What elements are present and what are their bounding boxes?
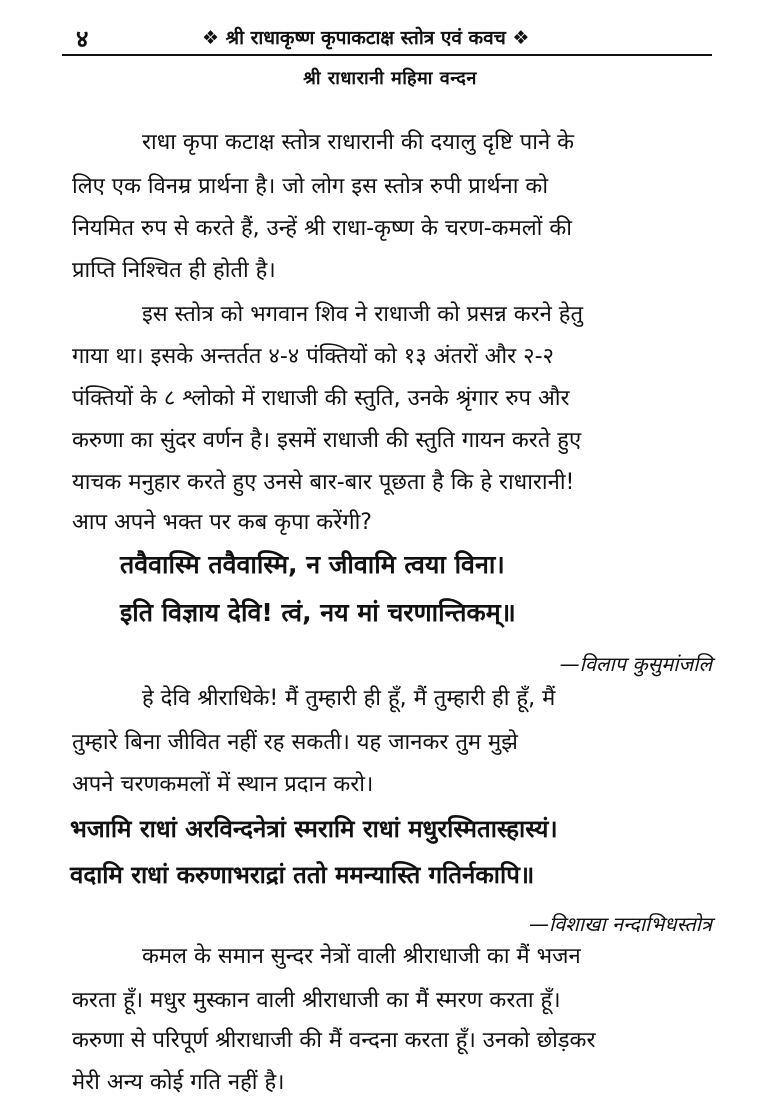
page-header — [62, 20, 712, 54]
paragraph-2-line-1: इस स्तोत्र को भगवान शिव ने राधाजी को प्रसन्न करने हेतु — [142, 302, 584, 327]
paragraph-1-line-1: राधा कृपा कटाक्ष स्तोत्र राधारानी की दयालु दृष्टि पाने के — [142, 130, 575, 155]
paragraph-2-line-5: याचक मनुहार करते हुए उनसे बार-बार पूछता है कि हे राधारानी! — [72, 470, 575, 495]
paragraph-2-line-6: आप अपने भक्त पर कब कृपा करेंगी? — [72, 510, 372, 535]
page-number: ४ — [76, 24, 89, 53]
paragraph-3-line-2: तुम्हारे बिना जीवित नहीं रह सकती। यह जानकर तुम मुझे — [72, 730, 518, 755]
paragraph-4-line-3: करुणा से परिपूर्ण श्रीराधाजी की मैं वन्दना करता हूँ। उनको छोड़कर — [72, 1028, 596, 1053]
verse-1-line-1: तवैवास्मि तवैवास्मि, न जीवामि त्वया विना। — [120, 550, 505, 579]
verse-2-attribution: —विशाखा नन्दाभिधस्तोत्र — [529, 912, 712, 936]
paragraph-3-line-3: अपने चरणकमलों में स्थान प्रदान करो। — [72, 772, 374, 797]
verse-1-attribution: —विलाप कुसुमांजलि — [559, 652, 712, 676]
page-title: श्री राधारानी महिमा वन्दन — [303, 68, 477, 89]
paragraph-1-line-4: प्राप्ति निश्चित ही होती है। — [72, 258, 276, 283]
paragraph-3-line-1: हे देवि श्रीराधिके! मैं तुम्हारी ही हूँ, मैं तुम्हारी ही हूँ, मैं — [142, 686, 556, 711]
paragraph-2-line-3: पंक्तियों के ८ श्लोको में राधाजी की स्तुति, उनके श्रृंगार रुप और — [72, 386, 570, 411]
header-divider — [62, 54, 712, 56]
verse-1-line-2: इति विज्ञाय देवि! त्वं, नय मां चरणान्तिकम्॥ — [120, 598, 516, 627]
paragraph-1-line-3: नियमित रुप से करते हैं, उन्हें श्री राधा-कृष्ण के चरण-कमलों की — [72, 216, 572, 241]
verse-2-line-1: भजामि राधां अरविन्दनेत्रां स्मरामि राधां मधुरस्मितास्हास्यं। — [70, 815, 558, 843]
paragraph-2-line-2: गाया था। इसके अन्तर्तत ४-४ पंक्तियों को १३ अंतरों और २-२ — [72, 344, 554, 369]
paragraph-4-line-4: मेरी अन्य कोई गति नहीं है। — [72, 1070, 285, 1095]
paragraph-4-line-2: करता हूँ। मधुर मुस्कान वाली श्रीराधाजी का मैं स्मरण करता हूँ। — [72, 988, 561, 1013]
paragraph-2-line-4: करुणा का सुंदर वर्णन है। इसमें राधाजी की स्तुति गायन करते हुए — [72, 428, 582, 453]
verse-2-line-2: वदामि राधां करुणाभराद्रां ततो ममन्यास्ति गतिर्नकापि॥ — [70, 861, 535, 889]
paragraph-1-line-2: लिए एक विनम्र प्रार्थना है। जो लोग इस स्तोत्र रुपी प्रार्थना को — [72, 174, 549, 199]
running-header-title: ❖ श्री राधाकृष्ण कृपाकटाक्ष स्तोत्र एवं कवच ❖ — [202, 27, 530, 49]
paragraph-4-line-1: कमल के समान सुन्दर नेत्रों वाली श्रीराधाजी का मैं भजन — [142, 944, 581, 969]
